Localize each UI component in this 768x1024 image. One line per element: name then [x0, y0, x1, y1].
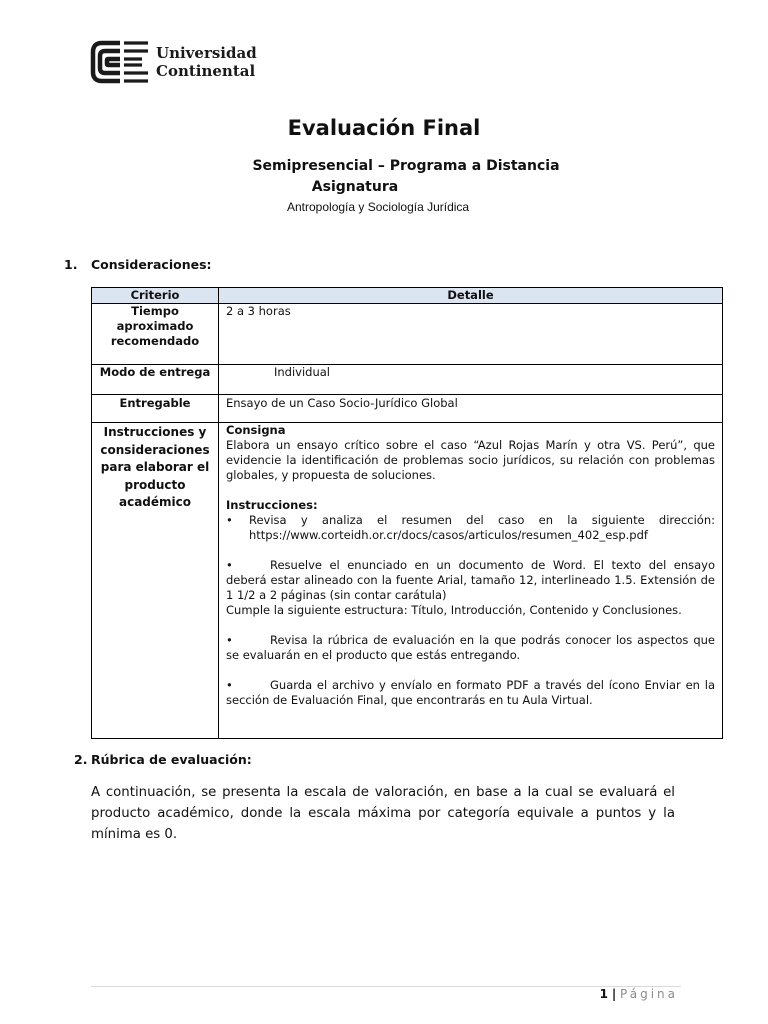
logo-line-2: Continental [156, 62, 256, 80]
detalle-cell [219, 395, 723, 423]
criterio-text: Entregable [119, 396, 191, 410]
footer-separator: | [611, 987, 617, 1001]
section-1-title: Consideraciones: [91, 257, 212, 272]
table-header-row [92, 288, 723, 304]
bullet-icon: • [226, 513, 233, 527]
bullet-icon: • [226, 633, 233, 647]
list-item [226, 633, 715, 663]
table-row [92, 304, 723, 365]
criterio-cell [92, 395, 219, 423]
page-number: 1 [599, 987, 608, 1001]
section-2-number: 2. [74, 752, 88, 767]
table-row [92, 365, 723, 395]
modo-value: Individual [274, 365, 331, 379]
section-1-number: 1. [64, 257, 78, 272]
bullet-text: Revisa y analiza el resumen del caso en la siguiente dirección: https://www.corteidh.or.cr/docs/casos/articulos/resumen_402_esp.pdf [249, 513, 715, 542]
consigna-label: Consigna [226, 423, 286, 437]
bullet-icon: • [226, 678, 233, 692]
consigna-text: Elabora un ensayo crítico sobre el caso “Azul Rojas Marín y otra VS. Perú”, que evidencie la identificación de problemas socio jurídicos, su relación con problemas globales, y propuesta de soluciones. [226, 438, 715, 482]
table-row [92, 395, 723, 423]
list-item [226, 558, 715, 603]
page-footer [600, 987, 678, 1001]
header-criterio: Criterio [92, 288, 219, 304]
instrucciones-label: Instrucciones: [226, 498, 318, 512]
section-1-heading [64, 257, 212, 272]
criterio-cell [92, 423, 219, 739]
university-logo [90, 40, 257, 84]
list-item [226, 678, 715, 708]
bullet-continuation: Cumple la siguiente estructura: Título, Introducción, Contenido y Conclusiones. [226, 603, 682, 617]
list-item [226, 513, 715, 543]
entregable-value: Ensayo de un Caso Socio-Jurídico Global [226, 396, 458, 410]
rubric-paragraph: A continuación, se presenta la escala de valoración, en base a la cual se evaluará el producto académico, donde la escala máxima por categoría equivale a puntos y la mínima es 0. [91, 785, 675, 842]
bullet-text: Revisa la rúbrica de evaluación en la que podrás conocer los aspectos que se evaluarán en el producto que estás entregando. [226, 633, 715, 662]
subject-label: Asignatura [311, 179, 399, 195]
criterio-text: Instrucciones y consideraciones para elaborar el producto académico [100, 425, 210, 509]
detalle-cell [219, 365, 723, 395]
page-word: Página [620, 987, 678, 1001]
criterio-cell: Modo de entrega [92, 365, 219, 395]
table-row [92, 423, 723, 739]
header-detalle: Detalle [219, 288, 723, 304]
section-2-title: Rúbrica de evaluación: [91, 752, 252, 767]
page-subtitle: Semipresencial – Programa a Distancia [252, 158, 560, 174]
considerations-table [91, 287, 723, 739]
logo-line-1: Universidad [156, 44, 257, 62]
detalle-cell [219, 423, 723, 739]
universidad-continental-logo-icon [90, 40, 150, 84]
criterio-cell: Tiempo aproximado recomendado [92, 304, 219, 365]
section-2-heading [74, 752, 252, 767]
footer-divider [91, 986, 681, 987]
bullet-text: Guarda el archivo y envíalo en formato PDF a través del ícono Enviar en la sección de Evaluación Final, que encontrarás en tu Aula Virtual. [226, 678, 715, 707]
subject-name: Antropología y Sociología Jurídica [287, 200, 470, 214]
bullet-icon: • [226, 558, 233, 572]
detalle-cell: 2 a 3 horas [219, 304, 723, 365]
page-title: Evaluación Final [287, 116, 481, 140]
bullet-text: Resuelve el enunciado en un documento de Word. El texto del ensayo deberá estar alineado con la fuente Arial, tamaño 12, interlineado 1.5. Extensión de 1 1/2 a 2 páginas (sin contar carátula) [226, 558, 715, 602]
